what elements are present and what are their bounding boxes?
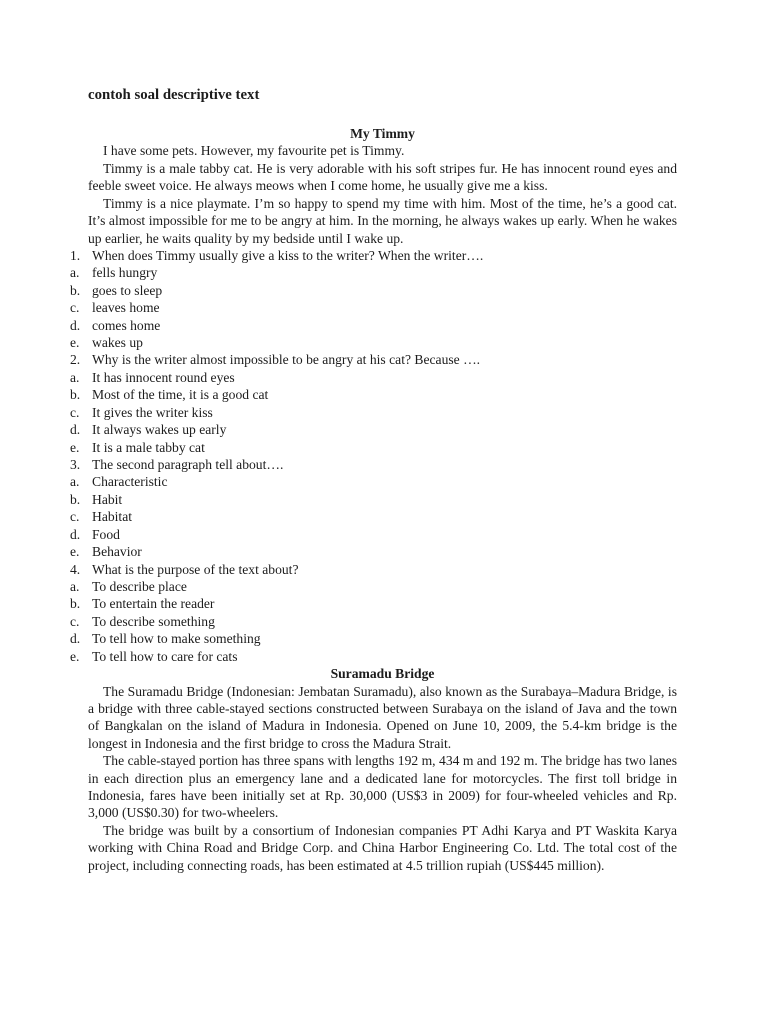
paragraph: The cable-stayed portion has three spans with lengths 192 m, 434 m and 192 m. The bridge has two lanes in each direction plus an emergency lane and a dedicated lane for motorcycles. The first toll bridge in Indonesia, fares have been initially set at Rp. 30,000 (US$3 in 2009) for four-wheeled vehicles and Rp. 3,000 (US$0.30) for two-wheelers. <box>88 753 677 821</box>
option-line <box>70 508 677 525</box>
option-letter: c. <box>70 509 80 525</box>
option-line <box>70 578 677 595</box>
option-line <box>70 404 677 421</box>
option-line <box>70 630 677 647</box>
option-letter: a. <box>70 369 80 385</box>
option-line <box>70 317 677 334</box>
option-text: To entertain the reader <box>92 596 215 612</box>
option-line <box>70 613 677 630</box>
option-text: wakes up <box>92 335 143 351</box>
option-letter: d. <box>70 631 81 647</box>
option-text: Food <box>92 526 120 542</box>
option-letter: d. <box>70 422 81 438</box>
paragraph: Timmy is a nice playmate. I’m so happy to spend my time with him. Most of the time, he’s a good cat. It’s almost impossible for me to be angry at him. In the morning, he always wakes up early. When he wakes up earlier, he waits quality by my bedside until I wake up. <box>88 195 677 246</box>
paragraph: Timmy is a male tabby cat. He is very adorable with his soft stripes fur. He has innocent round eyes and feeble sweet voice. He always meows when I come home, he usually give me a kiss. <box>88 160 677 194</box>
option-line <box>70 595 677 612</box>
option-letter: b. <box>70 491 81 507</box>
option-line <box>70 439 677 456</box>
question-text: What is the purpose of the text about? <box>92 561 299 577</box>
question-number: 2. <box>70 352 81 368</box>
option-letter: c. <box>70 404 80 420</box>
question-line <box>70 351 677 368</box>
question-text: When does Timmy usually give a kiss to the writer? When the writer…. <box>92 247 484 263</box>
option-line <box>70 421 677 438</box>
option-letter: a. <box>70 474 80 490</box>
option-letter: e. <box>70 544 80 560</box>
option-text: Behavior <box>92 544 142 560</box>
option-text: goes to sleep <box>92 282 163 298</box>
option-line <box>70 473 677 490</box>
option-text: leaves home <box>92 300 160 316</box>
question-line <box>70 456 677 473</box>
option-letter: d. <box>70 317 81 333</box>
option-letter: b. <box>70 282 81 298</box>
option-line <box>70 543 677 560</box>
option-line <box>70 526 677 543</box>
option-text: Habitat <box>92 509 133 525</box>
option-letter: a. <box>70 578 80 594</box>
option-text: To tell how to care for cats <box>92 648 238 664</box>
option-line <box>70 648 677 665</box>
option-text: To tell how to make something <box>92 631 261 647</box>
option-line <box>70 369 677 386</box>
option-line <box>70 264 677 281</box>
option-text: Characteristic <box>92 474 168 490</box>
option-letter: c. <box>70 300 80 316</box>
option-letter: e. <box>70 648 80 664</box>
option-text: fells hungry <box>92 265 158 281</box>
question-number: 3. <box>70 457 81 473</box>
option-letter: d. <box>70 526 81 542</box>
option-text: It has innocent round eyes <box>92 369 235 385</box>
question-line <box>70 561 677 578</box>
option-text: It always wakes up early <box>92 422 227 438</box>
option-text: To describe place <box>92 578 187 594</box>
question-text: Why is the writer almost impossible to be angry at his cat? Because …. <box>92 352 481 368</box>
option-letter: b. <box>70 387 81 403</box>
option-letter: e. <box>70 335 80 351</box>
option-line <box>70 386 677 403</box>
document-heading: contoh soal descriptive text <box>88 87 260 103</box>
option-text: To describe something <box>92 613 215 629</box>
option-line <box>70 299 677 316</box>
paragraph: I have some pets. However, my favourite pet is Timmy. <box>103 143 405 159</box>
option-line <box>70 491 677 508</box>
paragraph: The Suramadu Bridge (Indonesian: Jembatan Suramadu), also known as the Surabaya–Madura Bridge, is a bridge with three cable-stayed sections constructed between Surabaya on the island of Java and the town of Bangkalan on the island of Madura in Indonesia. Opened on June 10, 2009, the 5.4-km bridge is the longest in Indonesia and the first bridge to cross the Madura Strait. <box>88 683 677 751</box>
option-text: Most of the time, it is a good cat <box>92 387 269 403</box>
passage1-title: My Timmy <box>350 126 415 141</box>
paragraph: The bridge was built by a consortium of Indonesian companies PT Adhi Karya and PT Waskita Karya working with China Road and Bridge Corp. and China Harbor Engineering Co. Ltd. The total cost of the project, including connecting roads, has been estimated at 4.5 trillion rupiah (US$445 million). <box>88 822 677 873</box>
option-letter: e. <box>70 439 80 455</box>
option-text: It gives the writer kiss <box>92 404 213 420</box>
question-line <box>70 247 677 264</box>
option-letter: c. <box>70 613 80 629</box>
option-text: Habit <box>92 491 123 507</box>
passage2-title: Suramadu Bridge <box>330 666 435 682</box>
question-text: The second paragraph tell about…. <box>92 457 284 473</box>
option-line <box>70 334 677 351</box>
question-number: 4. <box>70 561 81 577</box>
option-letter: a. <box>70 265 80 281</box>
option-letter: b. <box>70 596 81 612</box>
question-number: 1. <box>70 247 81 263</box>
option-line <box>70 282 677 299</box>
option-text: It is a male tabby cat <box>92 439 205 455</box>
option-text: comes home <box>92 317 161 333</box>
